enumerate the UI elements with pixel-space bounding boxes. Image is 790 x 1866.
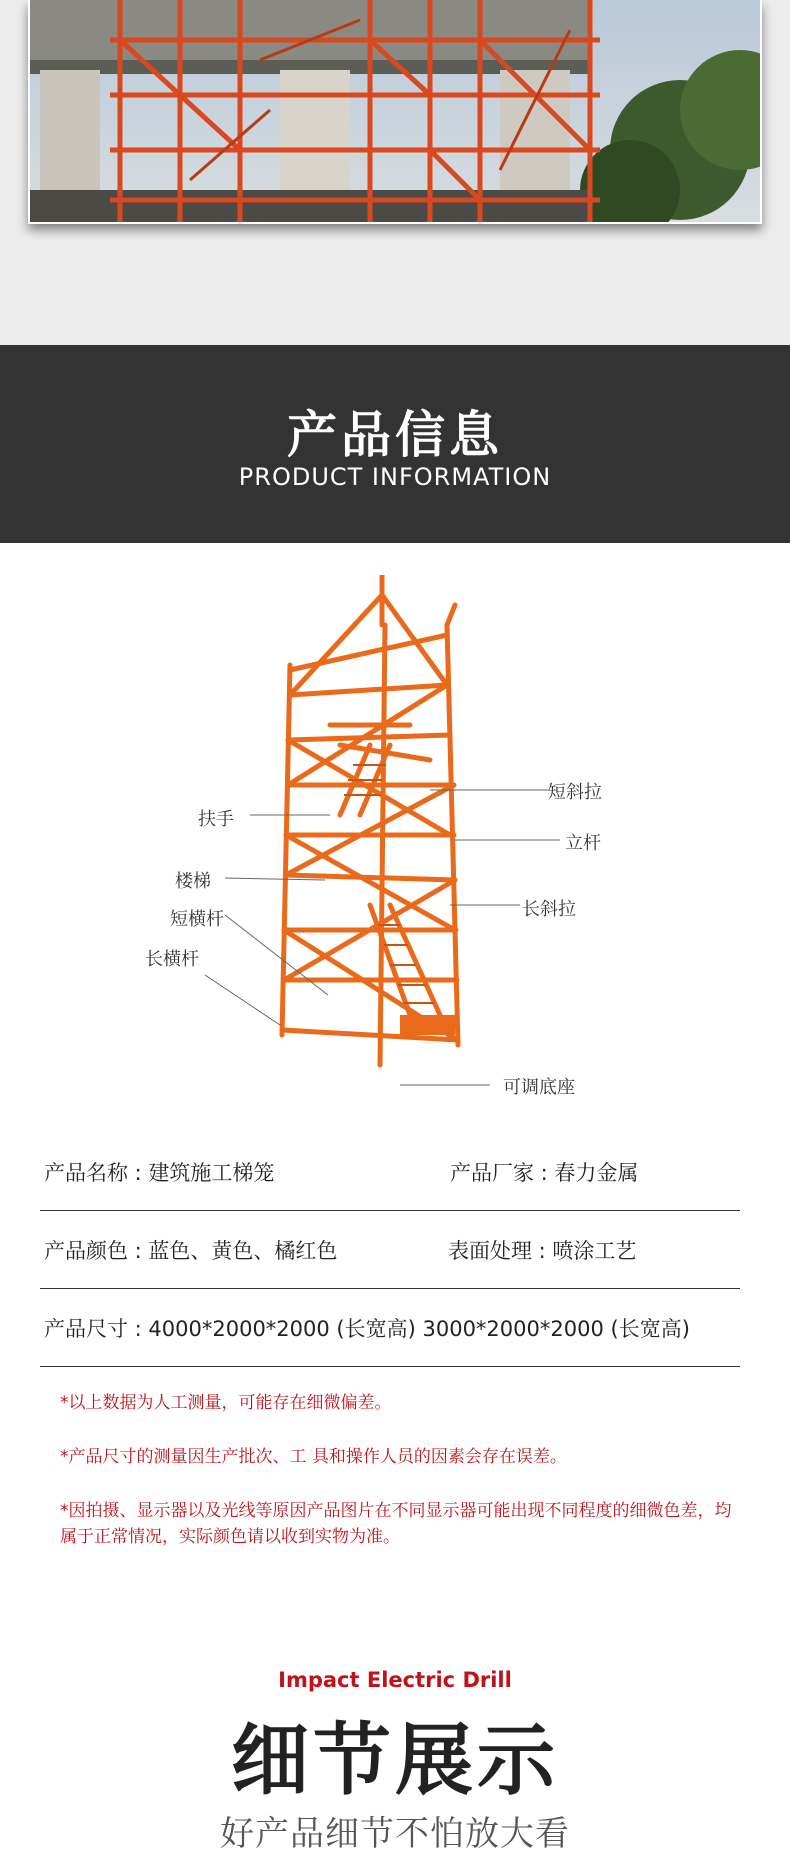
- label-short-diagonal: 短斜拉: [548, 782, 602, 803]
- label-handrail: 扶手: [198, 809, 234, 830]
- note-measurement: *以上数据为人工测量，可能存在细微偏差。: [60, 1393, 392, 1413]
- note-size-error: *产品尺寸的测量因生产批次、工 具和操作人员的因素会存在误差。: [60, 1447, 567, 1467]
- label-stairs: 楼梯: [175, 871, 211, 892]
- detail-english-title: Impact Electric Drill: [278, 1668, 512, 1692]
- photo-section: [0, 0, 790, 345]
- banner-title: 产品信息: [287, 406, 503, 464]
- label-upright: 立杆: [565, 833, 601, 854]
- banner-subtitle: PRODUCT INFORMATION: [238, 463, 552, 491]
- detail-title: 细节展示: [230, 1716, 559, 1806]
- spec-row-2: [40, 1210, 740, 1289]
- label-long-crossbar: 长横杆: [145, 949, 199, 970]
- label-short-crossbar: 短横杆: [170, 909, 224, 930]
- scaffold-photo: [28, 0, 762, 224]
- spec-manufacturer: 产品厂家 : 春力金属: [450, 1161, 639, 1185]
- spec-surface-treatment: 表面处理 : 喷涂工艺: [448, 1239, 637, 1263]
- spec-product-name: 产品名称 : 建筑施工梯笼: [44, 1161, 275, 1185]
- product-info-banner: [0, 345, 790, 543]
- spec-product-size: 产品尺寸 : 4000*2000*2000 (长宽高) 3000*2000*2000 (长宽高): [44, 1317, 690, 1341]
- spec-product-color: 产品颜色 : 蓝色、黄色、橘红色: [44, 1239, 338, 1263]
- spec-row-3: [40, 1288, 740, 1367]
- spec-row-1: [40, 1132, 740, 1211]
- label-long-diagonal: 长斜拉: [522, 899, 576, 920]
- note-color-difference: *因拍摄、显示器以及光线等原因产品图片在不同显示器可能出现不同程度的细微色差，均属于正常情况，实际颜色请以收到实物为准。: [60, 1501, 732, 1547]
- detail-subtitle: 好产品细节不怕放大看: [220, 1814, 570, 1854]
- scaffold-diagram: [110, 575, 680, 1105]
- label-adjustable-base: 可调底座: [503, 1077, 575, 1098]
